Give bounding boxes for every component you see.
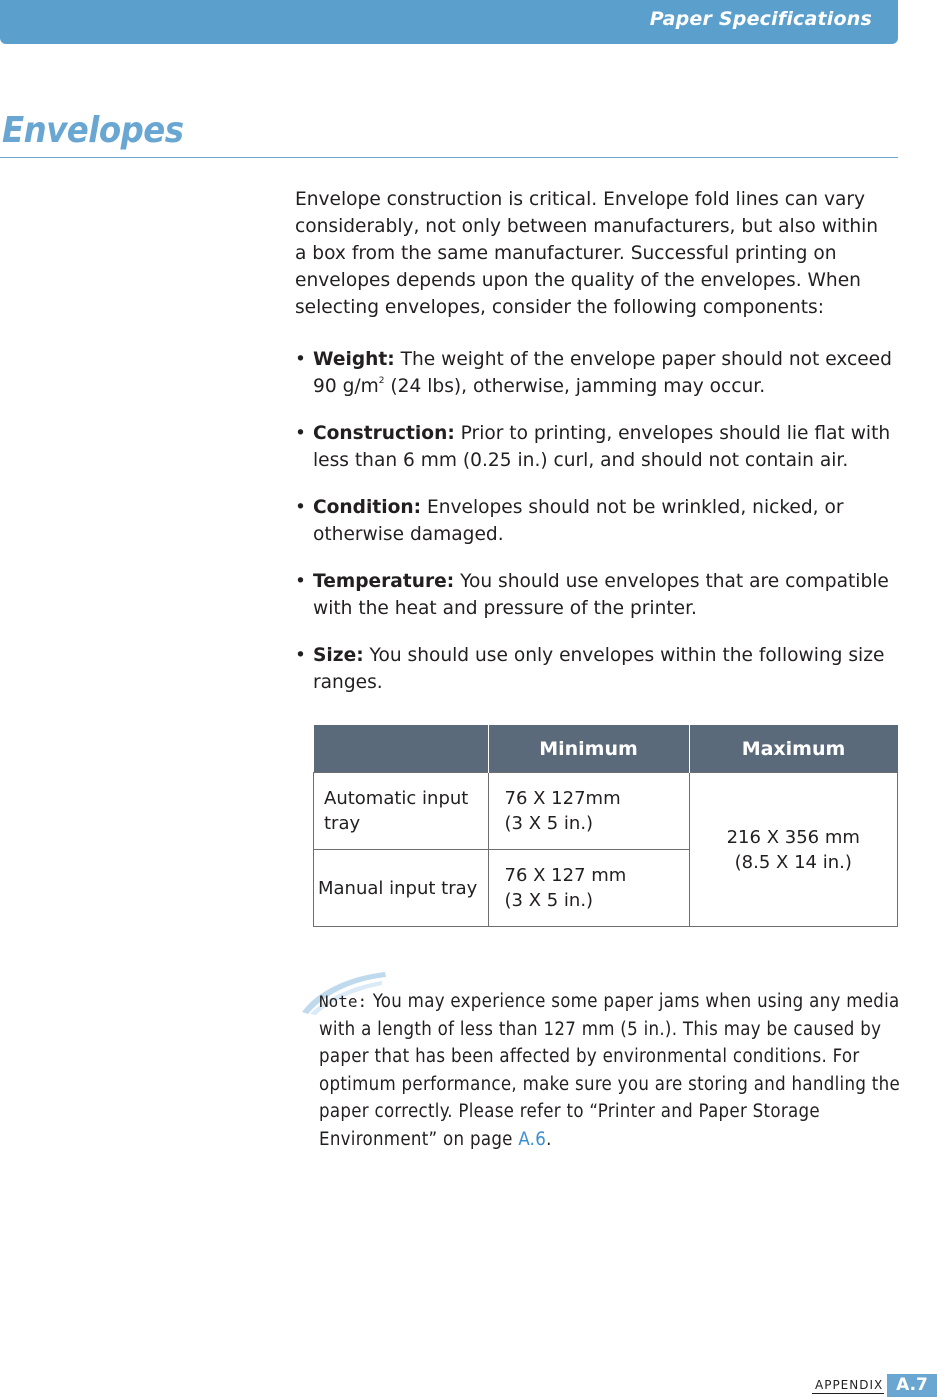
header-title: Paper Specifications [649, 8, 872, 30]
bullet-term: Condition: [313, 497, 422, 518]
bullet-text: The weight of the envelope paper should not exceed 90 g/m [313, 349, 892, 397]
bullet-text: You should use only envelopes within the following size ranges. [313, 645, 885, 693]
table-cell-minimum [488, 773, 689, 850]
table-cell-minimum [488, 850, 689, 927]
header-bar [0, 0, 898, 44]
bullet-icon: • [295, 497, 306, 518]
list-item-size [295, 642, 900, 696]
table-header-minimum: Minimum [488, 725, 689, 773]
list-item-temperature [295, 568, 900, 622]
section-divider [0, 157, 898, 158]
max-size: 216 X 356 mm [726, 826, 860, 848]
bullet-term: Weight: [313, 349, 395, 370]
table-header-maximum: Maximum [689, 725, 898, 773]
bullet-text: Prior to printing, envelopes should lie flat with less than 6 mm (0.25 in.) curl, and should not contain air. [313, 423, 891, 471]
list-item-condition [295, 494, 900, 548]
min-size-inches: (3 X 5 in.) [504, 890, 594, 911]
bullet-text: You should use envelopes that are compatible with the heat and pressure of the printer. [313, 571, 889, 619]
bullet-icon: • [295, 423, 306, 444]
list-item-construction [295, 420, 900, 474]
intro-paragraph: Envelope construction is critical. Envelope fold lines can vary considerably, not only between manufacturers, but also within a box from the same manufacturer. Successful printing on envelopes depends upon the quality of the envelopes. When selecting envelopes, consider the following components: [295, 189, 879, 318]
table-row [314, 773, 898, 850]
footer-divider [812, 1393, 884, 1394]
section-title: Envelopes [2, 110, 184, 151]
min-size-inches: (3 X 5 in.) [504, 813, 594, 834]
bullet-term: Size: [313, 645, 364, 666]
bullet-term: Temperature: [313, 571, 455, 592]
component-list [295, 346, 900, 716]
tray-label: Automatic input tray [324, 788, 469, 834]
max-size-inches: (8.5 X 14 in.) [734, 851, 852, 873]
bullet-icon: • [295, 645, 306, 666]
bullet-text: (24 lbs), otherwise, jamming may occur. [384, 376, 766, 397]
table-cell-maximum [689, 773, 898, 927]
min-size: 76 X 127 mm [504, 865, 627, 886]
note-label: Note: [319, 992, 368, 1011]
table-cell-label [314, 850, 489, 927]
page-reference-link[interactable]: A.6 [518, 1128, 547, 1150]
note-block [300, 968, 900, 1153]
list-item-weight [295, 346, 900, 400]
bullet-text: Envelopes should not be wrinkled, nicked, or otherwise damaged. [313, 497, 844, 545]
table-header-blank [314, 725, 489, 773]
envelope-size-table [313, 725, 898, 927]
table-header-row [314, 725, 898, 773]
note-body: You may experience some paper jams when using any media with a length of less than 127 mm (5 in.). This may be caused by paper that has been affected by environmental conditions. For optimum performance, make sure you are storing and handling the paper correctly. Please refer to “Printer and Paper Storage Environment” on page [319, 991, 900, 1150]
tray-label: Manual input tray [318, 877, 478, 899]
note-end: . [546, 1128, 552, 1150]
note-text [300, 968, 900, 1153]
bullet-icon: • [295, 349, 306, 370]
footer-section-label: APPENDIX [815, 1378, 884, 1392]
superscript: 2 [378, 376, 385, 386]
page-number: A.7 [887, 1374, 937, 1397]
min-size: 76 X 127mm [504, 788, 621, 809]
bullet-term: Construction: [313, 423, 455, 444]
bullet-icon: • [295, 571, 306, 592]
table-cell-label [314, 773, 489, 850]
